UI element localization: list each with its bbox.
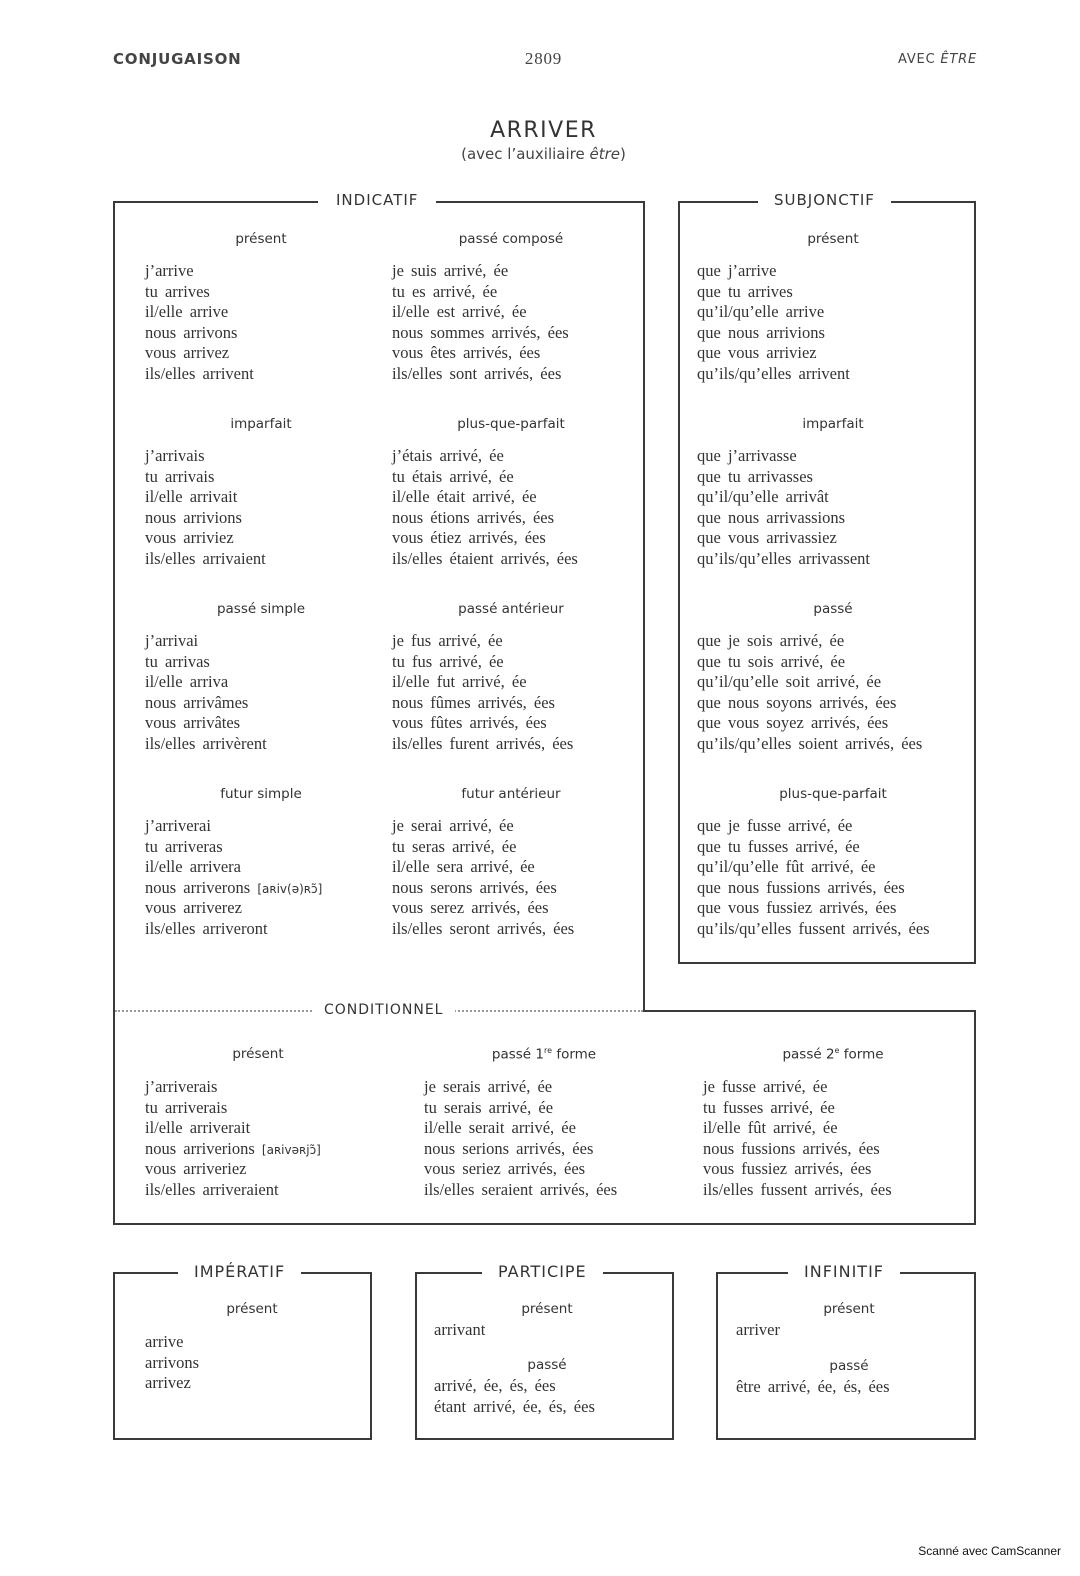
frame-line — [113, 1223, 976, 1225]
conjugation-list — [703, 1077, 892, 1200]
conjugation-line — [145, 734, 267, 755]
conjugation-line — [145, 323, 254, 344]
conjugation-line — [145, 898, 322, 919]
conjugation-line — [697, 528, 870, 549]
conjugation-line — [703, 1139, 892, 1160]
conjugated-form: que tu sois arrivé, ée — [697, 651, 846, 671]
frame-line — [415, 1272, 417, 1440]
frame-line — [415, 1438, 674, 1440]
conjugated-form: tu arrivas — [145, 651, 210, 671]
conjugated-form: nous arrivons — [145, 322, 238, 342]
conjugated-form: que nous arrivassions — [697, 507, 846, 527]
subtitle-suffix: ) — [620, 145, 626, 163]
conjugation-list — [424, 1077, 617, 1200]
conjugation-line — [736, 1377, 890, 1398]
conjugated-form: qu’ils/qu’elles soient arrivés, ées — [697, 733, 923, 753]
conjugated-form: je serai arrivé, ée — [392, 816, 514, 835]
conjugation-line — [434, 1397, 595, 1418]
conjugation-line — [392, 898, 574, 919]
tense-label-main: passé 2 — [782, 1046, 835, 1063]
conjugation-line — [145, 1332, 199, 1353]
conjugation-line — [434, 1320, 485, 1341]
conjugated-form: arrive — [145, 1332, 184, 1351]
conjugation-list — [392, 816, 574, 939]
subtitle-em: être — [589, 145, 621, 163]
tense-label-end: forme — [556, 1046, 597, 1063]
conjugated-form: j’arrive — [145, 261, 194, 280]
conjugation-line — [697, 816, 930, 837]
conjugated-form: vous serez arrivés, ées — [392, 898, 549, 917]
conjugation-line — [392, 323, 569, 344]
frame-line — [672, 1272, 674, 1440]
conjugated-form: tu arriveras — [145, 836, 223, 856]
phonetic-transcription: [aʀiv(ə)ʀɔ̃] — [257, 881, 323, 896]
conjugated-form: tu arrivais — [145, 466, 215, 486]
conjugation-line — [145, 1118, 321, 1139]
section-title-indicatif: INDICATIF — [318, 191, 436, 209]
section-title-conditionnel: CONDITIONNEL — [312, 1002, 455, 1018]
conjugation-line — [697, 898, 930, 919]
conjugated-form: nous serions arrivés, ées — [424, 1138, 594, 1158]
conjugation-line — [145, 343, 254, 364]
conjugation-line — [697, 446, 870, 467]
tense-label: imparfait — [802, 416, 864, 432]
conjugated-form: tu arrives — [145, 281, 210, 301]
conjugation-line — [145, 467, 266, 488]
conjugated-form: il/elle arrivera — [145, 857, 241, 876]
conjugated-form: il/elle fut arrivé, ée — [392, 672, 527, 691]
tense-label-sup: re — [543, 1046, 553, 1055]
conjugation-line — [736, 1320, 780, 1341]
conjugation-line — [697, 693, 922, 714]
conjugated-form: vous seriez arrivés, ées — [424, 1159, 586, 1178]
conjugation-line — [145, 446, 266, 467]
conjugation-line — [392, 467, 578, 488]
conjugated-form: vous arrivez — [145, 343, 230, 362]
conjugation-line — [697, 713, 922, 734]
conjugation-line — [392, 672, 573, 693]
conjugation-line — [392, 508, 578, 529]
conjugation-line — [145, 672, 267, 693]
conjugated-form: arrivant — [434, 1320, 486, 1339]
conjugated-form: ils/elles furent arrivés, ées — [392, 733, 574, 753]
frame-line — [643, 201, 645, 1012]
conjugation-line — [697, 672, 922, 693]
conjugation-line — [392, 837, 574, 858]
conjugated-form: que tu arrives — [697, 281, 793, 301]
tense-label-sup: e — [834, 1046, 840, 1055]
conjugation-line — [392, 302, 569, 323]
conjugation-line — [392, 487, 578, 508]
conjugation-line — [697, 323, 850, 344]
tense-label: plus-que-parfait — [779, 786, 887, 802]
conjugation-line — [145, 1139, 321, 1160]
tense-label: plus-que-parfait — [457, 416, 565, 432]
conjugation-list — [697, 261, 850, 384]
conjugation-line — [392, 919, 574, 940]
conjugated-form: que tu fusses arrivé, ée — [697, 836, 860, 856]
conjugation-list — [145, 1332, 199, 1394]
conjugation-line — [697, 282, 850, 303]
frame-line — [716, 1272, 718, 1440]
tense-label — [444, 1046, 644, 1063]
section-title-participe: PARTICIPE — [482, 1262, 603, 1281]
conjugated-form: nous arrivâmes — [145, 692, 249, 712]
conjugated-form: nous arriverons — [145, 877, 251, 897]
tense-label: présent — [232, 1046, 284, 1062]
tense-label: futur simple — [220, 786, 302, 802]
conjugated-form: ils/elles fussent arrivés, ées — [703, 1179, 892, 1199]
header-right-em: ÊTRE — [940, 52, 977, 67]
scanner-watermark: Scanné avec CamScanner — [918, 1544, 1061, 1558]
conjugated-form: nous arriverions — [145, 1138, 255, 1158]
conjugated-form: qu’ils/qu’elles arrivassent — [697, 548, 870, 568]
conjugated-form: être arrivé, ée, és, ées — [736, 1377, 890, 1396]
conjugated-form: il/elle était arrivé, ée — [392, 487, 537, 506]
tense-label: passé — [527, 1357, 567, 1373]
running-header-left: CONJUGAISON — [113, 50, 242, 68]
conjugation-list — [145, 261, 254, 384]
conjugation-line — [145, 364, 254, 385]
conjugated-form: arrivez — [145, 1373, 191, 1392]
conjugation-line — [392, 343, 569, 364]
conjugated-form: que nous arrivions — [697, 322, 825, 342]
conjugated-form: je fus arrivé, ée — [392, 631, 503, 650]
conjugated-form: que vous fussiez arrivés, ées — [697, 898, 897, 917]
tense-label: passé composé — [458, 231, 564, 247]
conjugated-form: qu’il/qu’elle soit arrivé, ée — [697, 672, 882, 691]
conjugated-form: il/elle serait arrivé, ée — [424, 1118, 576, 1137]
frame-line — [974, 201, 976, 964]
conjugation-line — [392, 652, 573, 673]
tense-label: passé antérieur — [458, 601, 564, 617]
conjugated-form: que je sois arrivé, ée — [697, 631, 845, 650]
conjugated-form: ils/elles arrivaient — [145, 548, 266, 568]
conjugation-line — [703, 1077, 892, 1098]
conjugation-line — [697, 467, 870, 488]
conjugation-list — [392, 631, 573, 754]
conjugation-line — [697, 878, 930, 899]
conjugation-line — [392, 364, 569, 385]
conjugated-form: ils/elles seraient arrivés, ées — [424, 1179, 618, 1199]
conjugation-line — [145, 837, 322, 858]
conjugated-form: vous arrivâtes — [145, 713, 241, 732]
conjugated-form: je suis arrivé, ée — [392, 261, 509, 280]
conjugation-list — [434, 1320, 485, 1341]
conjugated-form: j’arrivai — [145, 631, 199, 650]
page-title: ARRIVER — [490, 118, 597, 143]
conjugation-line — [697, 919, 930, 940]
conjugation-list — [697, 816, 930, 939]
conjugation-line — [145, 528, 266, 549]
conjugated-form: il/elle fût arrivé, ée — [703, 1118, 838, 1137]
conjugated-form: nous sommes arrivés, ées — [392, 322, 569, 342]
conjugated-form: que je fusse arrivé, ée — [697, 816, 853, 835]
conjugation-line — [145, 816, 322, 837]
conjugation-line — [697, 837, 930, 858]
conjugation-list — [145, 446, 266, 569]
conjugated-form: qu’ils/qu’elles arrivent — [697, 363, 850, 383]
conjugation-line — [145, 919, 322, 940]
conjugation-list — [392, 446, 578, 569]
conjugated-form: vous arriviez — [145, 528, 234, 547]
conjugated-form: arrivé, ée, és, ées — [434, 1376, 556, 1395]
frame-line — [113, 1438, 372, 1440]
conjugation-line — [434, 1376, 595, 1397]
conjugated-form: étant arrivé, ée, és, ées — [434, 1396, 595, 1416]
conjugated-form: vous êtes arrivés, ées — [392, 343, 541, 362]
conjugation-line — [392, 549, 578, 570]
conjugated-form: nous étions arrivés, ées — [392, 507, 555, 527]
conjugated-form: que vous arrivassiez — [697, 528, 837, 547]
conjugation-line — [392, 816, 574, 837]
conjugated-form: il/elle sera arrivé, ée — [392, 857, 535, 876]
conjugation-line — [392, 857, 574, 878]
conjugated-form: j’arriverai — [145, 816, 211, 835]
conjugation-line — [392, 693, 573, 714]
conjugation-list — [697, 631, 922, 754]
frame-line — [974, 1272, 976, 1440]
conjugated-form: que nous fussions arrivés, ées — [697, 877, 905, 897]
page-number: 2809 — [524, 49, 563, 68]
conjugation-line — [697, 343, 850, 364]
section-title-imperatif: IMPÉRATIF — [178, 1262, 301, 1281]
conjugated-form: il/elle arriva — [145, 672, 229, 691]
conjugation-list — [697, 446, 870, 569]
conjugation-line — [703, 1159, 892, 1180]
conjugated-form: vous arriverez — [145, 898, 242, 917]
conjugation-line — [424, 1118, 617, 1139]
conjugated-form: tu étais arrivé, ée — [392, 466, 514, 486]
conjugation-line — [145, 1373, 199, 1394]
conjugation-line — [392, 446, 578, 467]
frame-line — [974, 1010, 976, 1225]
section-title-infinitif: INFINITIF — [788, 1262, 900, 1281]
conjugated-form: ils/elles seront arrivés, ées — [392, 918, 575, 938]
frame-line — [716, 1438, 976, 1440]
tense-label: passé — [829, 1358, 869, 1374]
conjugated-form: arriver — [736, 1320, 780, 1339]
conjugation-line — [392, 631, 573, 652]
frame-line — [678, 201, 680, 964]
conjugated-form: arrivons — [145, 1352, 200, 1372]
conjugated-form: ils/elles sont arrivés, ées — [392, 363, 562, 383]
conjugation-line — [145, 549, 266, 570]
conjugated-form: tu seras arrivé, ée — [392, 836, 517, 856]
conjugation-line — [145, 302, 254, 323]
conjugated-form: ils/elles arriveraient — [145, 1179, 279, 1199]
conjugation-list — [145, 631, 267, 754]
conjugation-line — [145, 487, 266, 508]
conjugated-form: que vous soyez arrivés, ées — [697, 713, 889, 732]
frame-line — [113, 1272, 115, 1440]
conjugation-list — [392, 261, 569, 384]
conjugation-line — [697, 652, 922, 673]
conjugation-line — [703, 1180, 892, 1201]
conjugated-form: nous arrivions — [145, 507, 242, 527]
conjugated-form: ils/elles arrivent — [145, 363, 254, 383]
conjugated-form: j’étais arrivé, ée — [392, 446, 504, 465]
conjugation-line — [697, 302, 850, 323]
conjugation-line — [145, 857, 322, 878]
header-right-prefix: AVEC — [898, 52, 936, 67]
conjugated-form: il/elle arrive — [145, 302, 229, 321]
conjugated-form: nous serons arrivés, ées — [392, 877, 557, 897]
conjugated-form: ils/elles arriveront — [145, 918, 268, 938]
tense-label: futur antérieur — [461, 786, 561, 802]
tense-label: présent — [823, 1301, 875, 1317]
conjugation-line — [697, 508, 870, 529]
conjugation-line — [392, 878, 574, 899]
conjugation-line — [697, 364, 850, 385]
conjugated-form: il/elle arrivait — [145, 487, 238, 506]
frame-line — [370, 1272, 372, 1440]
conjugated-form: j’arrivais — [145, 446, 205, 465]
conjugation-line — [697, 857, 930, 878]
conjugated-form: je fusse arrivé, ée — [703, 1077, 828, 1096]
section-title-subjonctif: SUBJONCTIF — [758, 191, 891, 209]
conjugation-line — [697, 631, 922, 652]
conjugation-line — [392, 261, 569, 282]
conjugated-form: qu’il/qu’elle arrivât — [697, 487, 829, 506]
tense-label: présent — [521, 1301, 573, 1317]
conjugation-line — [145, 878, 322, 899]
phonetic-transcription: [aʀivəʀjɔ̃] — [261, 1142, 321, 1157]
conjugation-line — [145, 713, 267, 734]
frame-line — [643, 1010, 976, 1012]
subtitle-prefix: (avec l’auxiliaire — [461, 145, 585, 163]
conjugated-form: que j’arrive — [697, 261, 777, 280]
tense-label: présent — [235, 231, 287, 247]
conjugation-line — [392, 734, 573, 755]
conjugated-form: ils/elles étaient arrivés, ées — [392, 548, 578, 568]
conjugated-form: je serais arrivé, ée — [424, 1077, 553, 1096]
conjugated-form: tu arriverais — [145, 1097, 228, 1117]
conjugated-form: nous fussions arrivés, ées — [703, 1138, 880, 1158]
conjugation-list — [736, 1377, 890, 1398]
tense-label: présent — [226, 1301, 278, 1317]
tense-label: imparfait — [230, 416, 292, 432]
tense-label — [733, 1046, 933, 1063]
conjugation-line — [424, 1180, 617, 1201]
conjugation-line — [392, 713, 573, 734]
conjugated-form: tu fusses arrivé, ée — [703, 1097, 835, 1117]
frame-line — [678, 962, 976, 964]
conjugated-form: qu’il/qu’elle fût arrivé, ée — [697, 857, 876, 876]
conjugation-line — [703, 1098, 892, 1119]
conjugated-form: il/elle est arrivé, ée — [392, 302, 527, 321]
conjugation-line — [145, 508, 266, 529]
frame-line — [113, 201, 115, 1225]
tense-label-main: passé 1 — [491, 1046, 544, 1063]
conjugated-form: nous fûmes arrivés, ées — [392, 692, 555, 712]
conjugation-line — [145, 282, 254, 303]
conjugated-form: vous fûtes arrivés, ées — [392, 713, 547, 732]
conjugated-form: vous arriveriez — [145, 1159, 247, 1178]
conjugation-list — [434, 1376, 595, 1417]
conjugated-form: vous fussiez arrivés, ées — [703, 1159, 872, 1178]
conjugation-line — [392, 282, 569, 303]
conjugation-line — [424, 1077, 617, 1098]
page-subtitle — [0, 145, 1080, 163]
conjugated-form: tu fus arrivé, ée — [392, 651, 504, 671]
conjugated-form: que vous arriviez — [697, 343, 817, 362]
conjugation-list — [145, 816, 322, 939]
conjugated-form: vous étiez arrivés, ées — [392, 528, 546, 547]
conjugation-line — [145, 1159, 321, 1180]
conjugated-form: il/elle arriverait — [145, 1118, 251, 1137]
conjugation-line — [424, 1098, 617, 1119]
running-header-right — [898, 52, 977, 67]
conjugation-line — [703, 1118, 892, 1139]
conjugated-form: qu’ils/qu’elles fussent arrivés, ées — [697, 918, 930, 938]
conjugation-line — [424, 1139, 617, 1160]
conjugation-line — [145, 1180, 321, 1201]
conjugation-line — [145, 1098, 321, 1119]
conjugation-line — [697, 549, 870, 570]
conjugation-list — [145, 1077, 321, 1200]
conjugated-form: que j’arrivasse — [697, 446, 797, 465]
conjugated-form: qu’il/qu’elle arrive — [697, 302, 825, 321]
tense-label-end: forme — [843, 1046, 884, 1063]
conjugation-line — [145, 652, 267, 673]
conjugation-line — [697, 487, 870, 508]
conjugation-line — [697, 734, 922, 755]
conjugation-line — [392, 528, 578, 549]
conjugation-line — [145, 693, 267, 714]
conjugated-form: ils/elles arrivèrent — [145, 733, 267, 753]
conjugation-line — [145, 631, 267, 652]
conjugation-list — [736, 1320, 780, 1341]
conjugated-form: tu es arrivé, ée — [392, 281, 498, 301]
conjugation-line — [697, 261, 850, 282]
tense-label: passé simple — [216, 601, 306, 617]
tense-label: passé — [813, 601, 853, 617]
conjugated-form: que tu arrivasses — [697, 466, 813, 486]
conjugated-form: tu serais arrivé, ée — [424, 1097, 554, 1117]
conjugation-line — [145, 1077, 321, 1098]
conjugated-form: que nous soyons arrivés, ées — [697, 692, 897, 712]
conjugation-line — [145, 1353, 199, 1374]
conjugation-line — [145, 261, 254, 282]
conjugation-line — [424, 1159, 617, 1180]
tense-label: présent — [807, 231, 859, 247]
conjugated-form: j’arriverais — [145, 1077, 218, 1096]
